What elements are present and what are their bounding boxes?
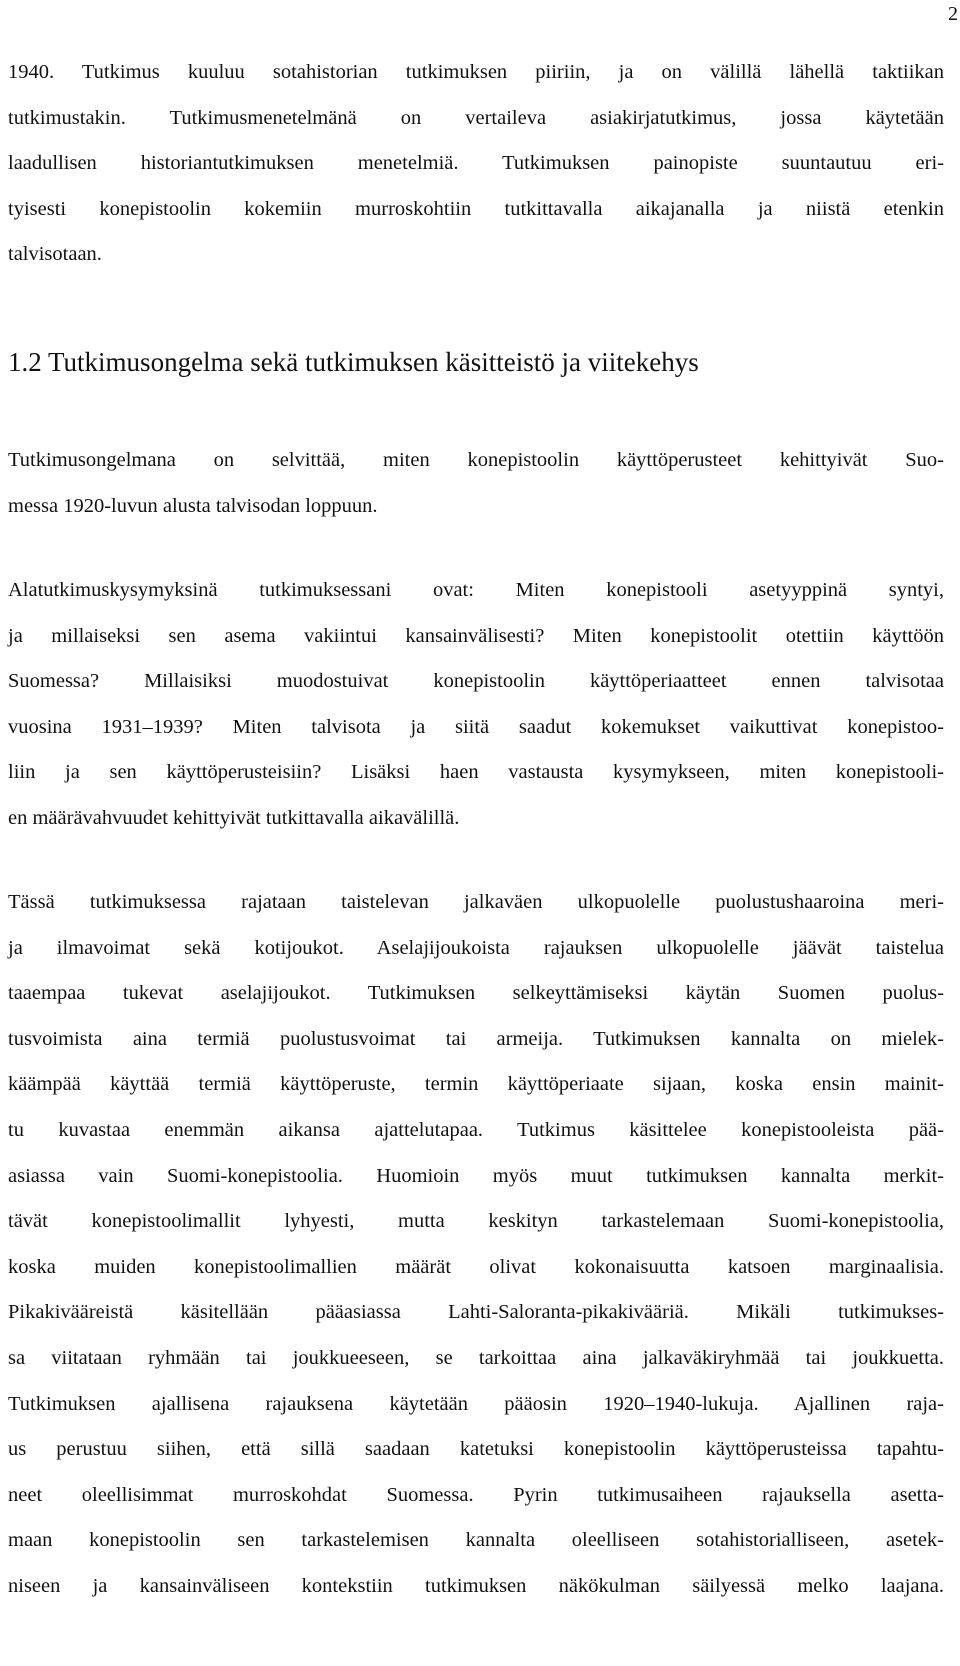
text-line: us perustuu siihen, että sillä saadaan katetuksi konepistoolin käyttöperusteissa tapahtu- [8,1438,944,1461]
text-line: taaempaa tukevat aselajijoukot. Tutkimuksen selkeyttämiseksi käytän Suomen puolus- [8,982,944,1005]
text-line: neet oleellisimmat murroskohdat Suomessa. Pyrin tutkimusaiheen rajauksella asetta- [8,1483,944,1506]
text-line: käämpää käyttää termiä käyttöperuste, termin käyttöperiaate sijaan, koska ensin mainit- [8,1073,944,1096]
text-line: tutkimustakin. Tutkimusmenetelmänä on vertaileva asiakirjatutkimus, jossa käytetään [8,106,944,129]
text-line: maan konepistoolin sen tarkastelemisen kannalta oleelliseen sotahistorialliseen, asetek- [8,1529,944,1552]
text-line: Tutkimuksen ajallisena rajauksena käytetään pääosin 1920–1940-lukuja. Ajallinen raja- [8,1392,944,1415]
text-line: niseen ja kansainväliseen kontekstiin tutkimuksen näkökulman säilyessä melko laajana. [8,1574,944,1597]
text-line: Tässä tutkimuksessa rajataan taistelevan jalkaväen ulkopuolelle puolustushaaroina meri- [8,891,944,913]
paragraph-sub-questions [8,568,944,842]
text-line: tävät konepistoolimallit lyhyesti, mutta keskityn tarkastelemaan Suomi-konepistoolia, [8,1210,944,1233]
text-line: sa viitataan ryhmään tai joukkueeseen, se tarkoittaa aina jalkaväkiryhmää tai joukkuetta. [8,1346,944,1369]
text-line: asiassa vain Suomi-konepistoolia. Huomioin myös muut tutkimuksen kannalta merkit- [8,1164,944,1187]
section-heading-block [8,340,944,385]
text-line: messa 1920-luvun alusta talvisodan loppuun. [8,494,378,517]
text-line: tyisesti konepistoolin kokemiin murroskohtiin tutkittavalla aikajanalla ja niistä etenkin [8,197,944,220]
text-line: liin ja sen käyttöperusteisiin? Lisäksi haen vastausta kysymykseen, miten konepistooli- [8,761,944,784]
text-line: vuosina 1931–1939? Miten talvisota ja siitä saadut kokemukset vaikuttivat konepistoo- [8,715,944,738]
text-line: ja millaiseksi sen asema vakiintui kansainvälisesti? Miten konepistoolit otettiin käyttöön [8,624,944,647]
page-number: 2 [948,3,958,25]
paragraph-scope [8,880,944,1610]
text-line: en määrävahvuudet kehittyivät tutkittavalla aikavälillä. [8,806,460,829]
text-line: tu kuvastaa enemmän aikansa ajattelutapaa. Tutkimus käsittelee konepistooleista pää- [8,1118,944,1141]
text-line: Tutkimusongelmana on selvittää, miten konepistoolin käyttöperusteet kehittyivät Suo- [8,449,944,471]
text-line: talvisotaan. [8,243,102,266]
text-line: Suomessa? Millaisiksi muodostuivat konepistoolin käyttöperiaatteet ennen talvisotaa [8,670,944,693]
paragraph-research-problem [8,438,944,529]
text-line: Alatutkimuskysymyksinä tutkimuksessani ovat: Miten konepistooli asetyyppinä syntyi, [8,579,944,601]
paragraph-intro [8,50,944,278]
text-line: koska muiden konepistoolimallien määrät olivat kokonaisuutta katsoen marginaalisia. [8,1255,944,1278]
text-line: ja ilmavoimat sekä kotijoukot. Aselajijoukoista rajauksen ulkopuolelle jäävät taistelua [8,936,944,959]
text-line: 1940. Tutkimus kuuluu sotahistorian tutkimuksen piiriin, ja on välillä lähellä taktiikan [8,61,944,83]
text-line: laadullisen historiantutkimuksen menetelmiä. Tutkimuksen painopiste suuntautuu eri- [8,152,944,175]
text-line: tusvoimista aina termiä puolustusvoimat tai armeija. Tutkimuksen kannalta on mielek- [8,1027,944,1050]
text-line: Pikakivääreistä käsitellään pääasiassa Lahti-Saloranta-pikakivääriä. Mikäli tutkimukses- [8,1301,944,1324]
section-heading: 1.2 Tutkimusongelma sekä tutkimuksen käsitteistö ja viitekehys [8,347,699,377]
